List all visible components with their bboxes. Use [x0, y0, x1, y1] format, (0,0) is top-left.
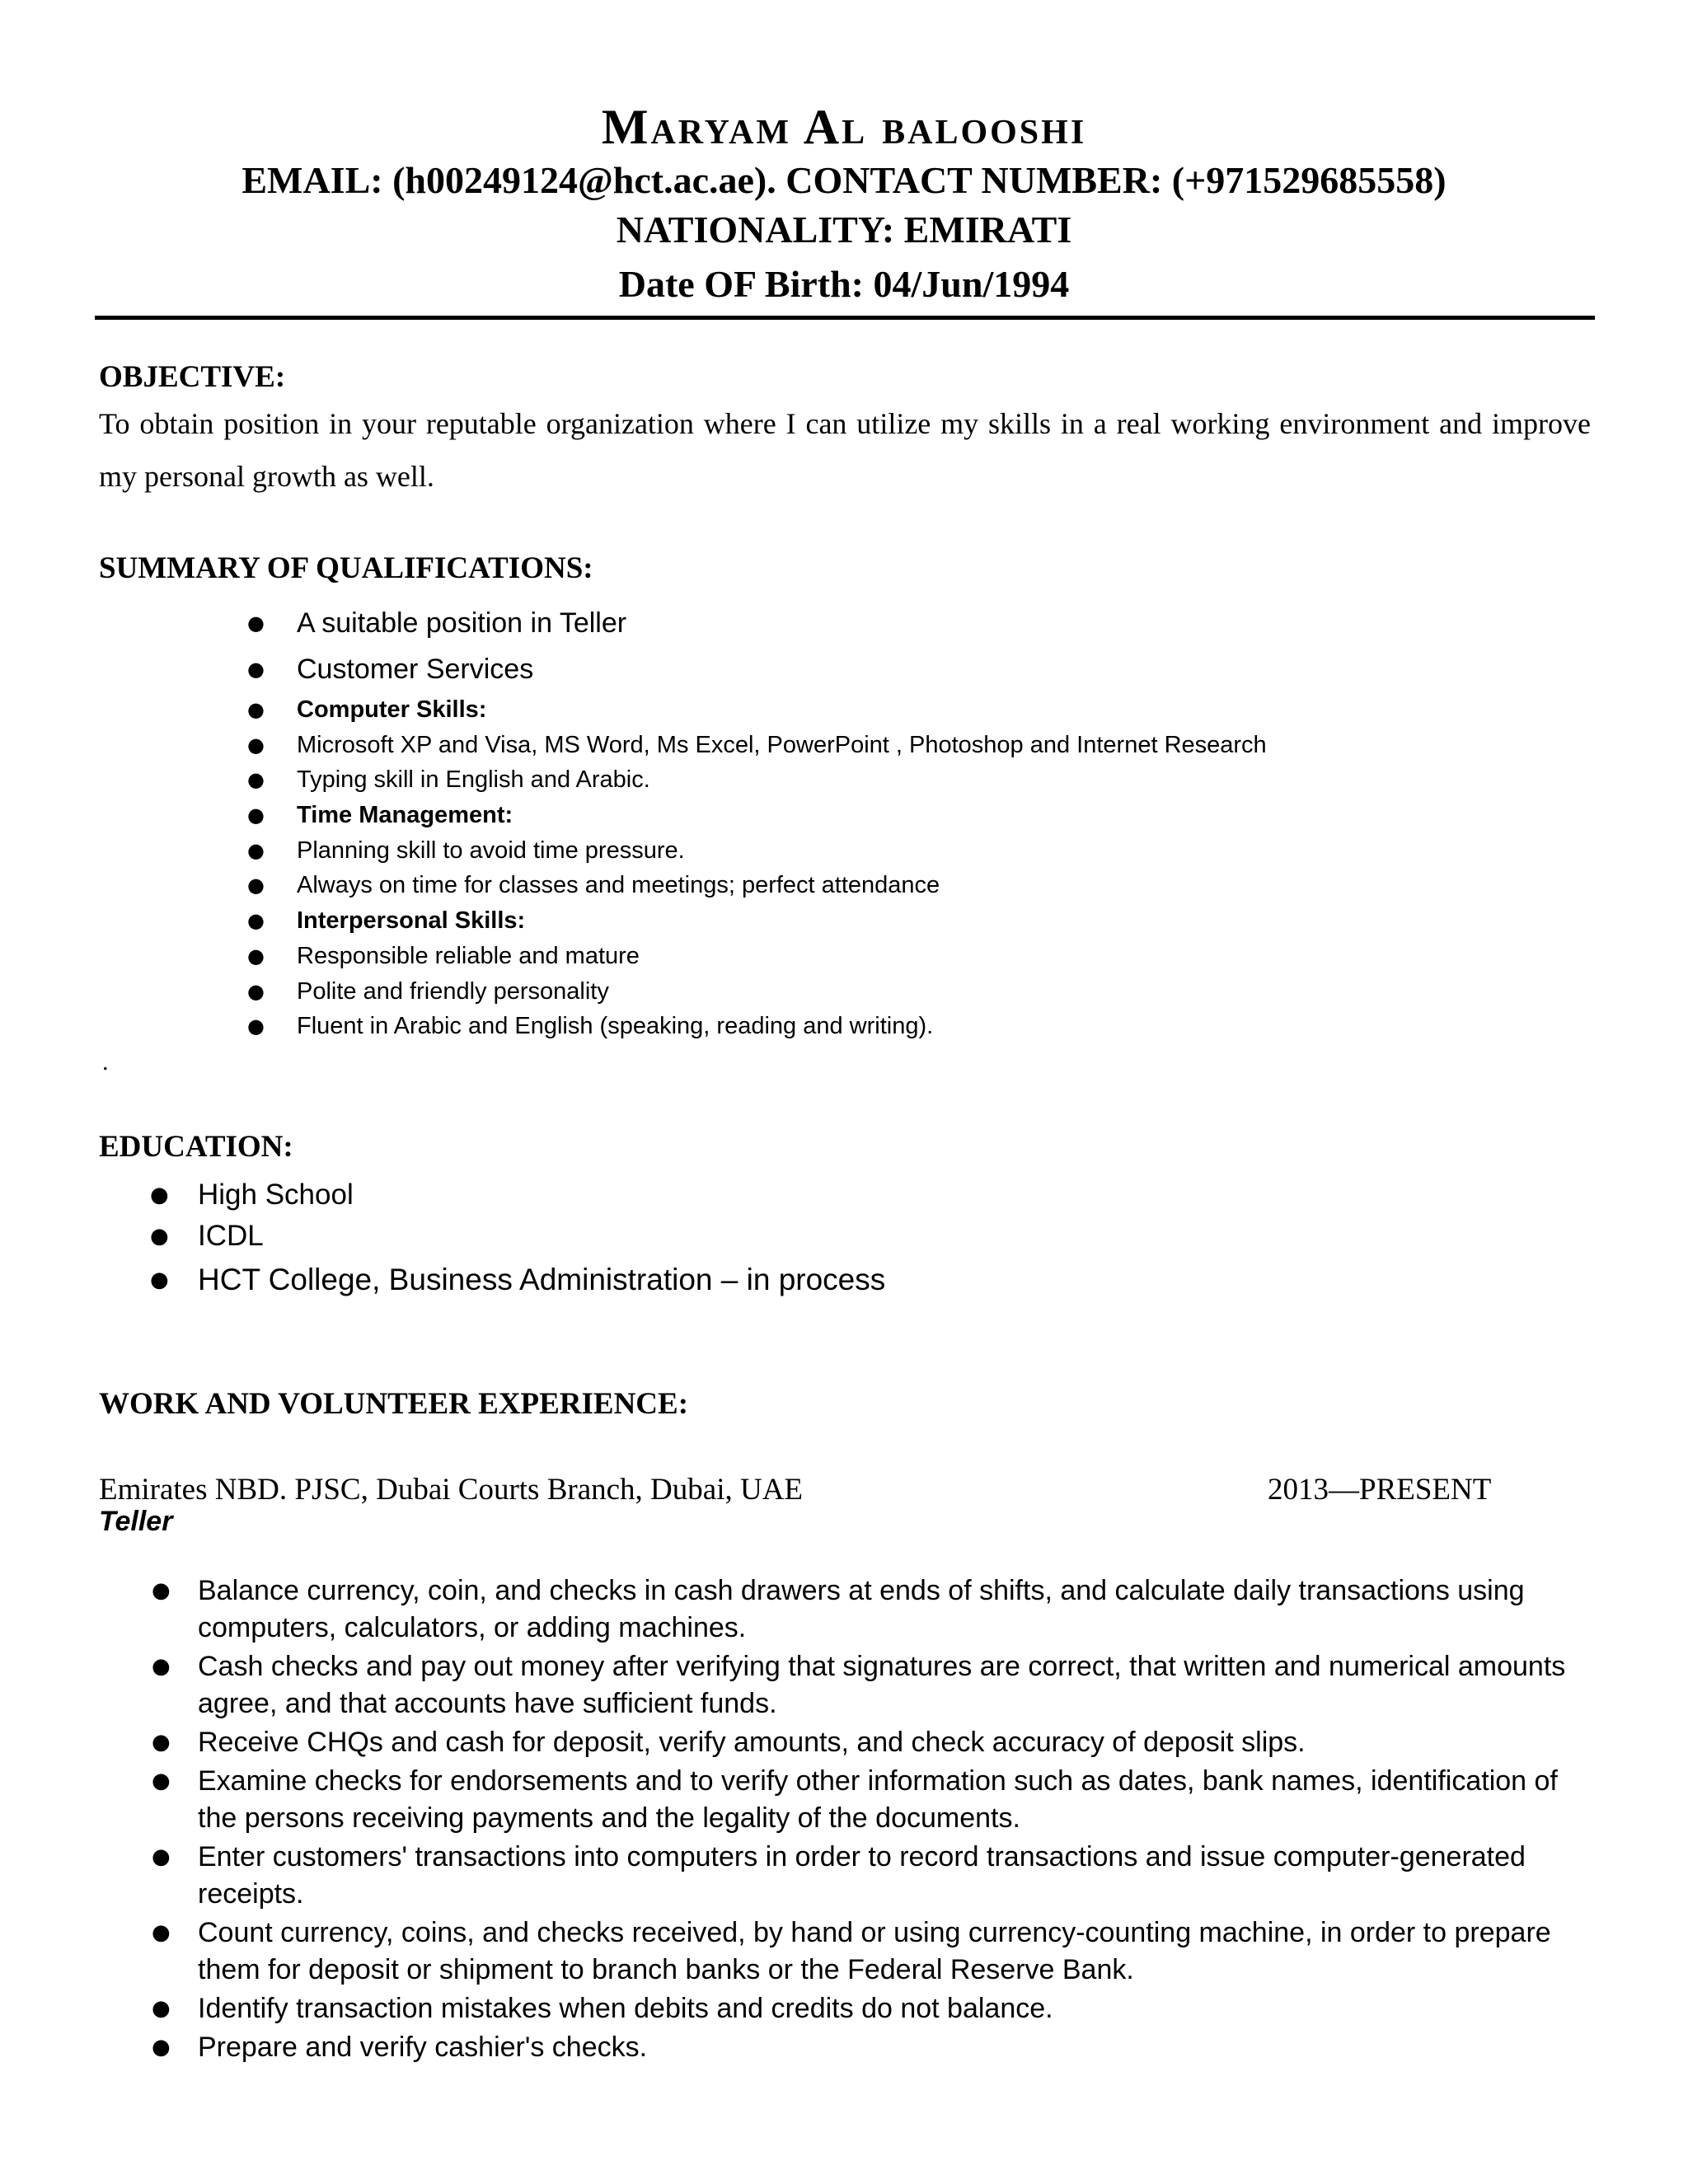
bullet-icon: ● [247, 768, 265, 792]
job-title: Teller [99, 1506, 173, 1537]
list-item: ● Typing skill in English and Arabic. [297, 762, 1267, 798]
list-item: ● Examine checks for endorsements and to verify other information such as dates, bank names, identification of the persons receiving payments and the legality of the documents. [198, 1763, 1591, 1837]
bullet-icon: ● [152, 2035, 171, 2060]
qualifications-list [247, 600, 1267, 1044]
bullet-icon: ● [247, 612, 265, 635]
bullet-icon: ● [247, 698, 265, 721]
header-divider [95, 316, 1595, 320]
list-item: ● Fluent in Arabic and English (speaking, reading and writing). [297, 1009, 1267, 1044]
bullet-icon: ● [150, 1183, 169, 1207]
experience-heading: WORK AND VOLUNTEER EXPERIENCE: [99, 1387, 689, 1421]
list-item: ● Interpersonal Skills: [297, 903, 1267, 939]
bullet-icon: ● [247, 838, 265, 862]
employer-line: Emirates NBD. PJSC, Dubai Courts Branch, Dubai, UAE [99, 1473, 804, 1507]
bullet-icon: ● [247, 944, 265, 968]
education-list [150, 1174, 886, 1303]
bullet-icon: ● [152, 1654, 171, 1679]
applicant-name: Maryam Al balooshi [601, 100, 1087, 154]
nationality-line: NATIONALITY: EMIRATI [616, 209, 1072, 251]
list-item: ● Prepare and verify cashier's checks. [198, 2029, 1591, 2066]
list-item: ● Identify transaction mistakes when debits and credits do not balance. [198, 1990, 1591, 2027]
objective-heading: OBJECTIVE: [99, 360, 286, 394]
bullet-icon: ● [247, 874, 265, 898]
list-item: ● High School [198, 1174, 885, 1216]
bullet-icon: ● [247, 658, 265, 681]
list-item: ● Responsible reliable and mature [297, 939, 1267, 974]
bullet-icon: ● [152, 1730, 171, 1755]
bullet-icon: ● [152, 1578, 171, 1603]
list-item: ● Cash checks and pay out money after verifying that signatures are correct, that written and numerical amounts agree, and that accounts have sufficient funds. [198, 1648, 1591, 1722]
list-item: ● Enter customers' transactions into computers in order to record transactions and issue computer-generated receipts. [198, 1839, 1591, 1913]
qualifications-heading: SUMMARY OF QUALIFICATIONS: [99, 551, 593, 585]
bullet-icon: ● [247, 1015, 265, 1038]
list-item: ● Polite and friendly personality [297, 974, 1267, 1010]
list-item: ● Count currency, coins, and checks received, by hand or using currency-counting machine, in order to prepare them for deposit or shipment to branch banks or the Federal Reserve Bank. [198, 1915, 1591, 1989]
education-heading: EDUCATION: [99, 1130, 293, 1164]
list-item: ● Customer Services [297, 646, 1267, 692]
bullet-icon: ● [150, 1268, 169, 1292]
list-item: ● Planning skill to avoid time pressure. [297, 833, 1267, 869]
bullet-icon: ● [247, 733, 265, 757]
contact-line: EMAIL: (h00249124@hct.ac.ae). CONTACT NUMBER: (+971529685558) [241, 159, 1447, 201]
bullet-icon: ● [247, 979, 265, 1003]
bullet-icon: ● [152, 1920, 171, 1945]
date-of-birth-line: Date OF Birth: 04/Jun/1994 [618, 263, 1070, 305]
bullet-icon: ● [247, 804, 265, 827]
list-item: ● Balance currency, coin, and checks in cash drawers at ends of shifts, and calculate daily transactions using computers, calculators, or adding machines. [198, 1572, 1591, 1647]
employment-period: 2013—PRESENT [1268, 1473, 1492, 1507]
list-item: ● Receive CHQs and cash for deposit, verify amounts, and check accuracy of deposit slips. [198, 1724, 1591, 1761]
list-item: ● Computer Skills: [297, 692, 1267, 728]
list-item: ● Time Management: [297, 798, 1267, 833]
objective-text: To obtain position in your reputable organization where I can utilize my skills in a real working environment and improve my personal growth as well. [99, 407, 1591, 493]
bullet-icon: ● [152, 1769, 171, 1793]
list-item: ● Always on time for classes and meetings; perfect attendance [297, 868, 1267, 903]
list-item: ● HCT College, Business Administration – in process [198, 1257, 885, 1303]
bullet-icon: ● [247, 909, 265, 933]
list-item: ● A suitable position in Teller [297, 600, 1267, 646]
list-item: ● Microsoft XP and Visa, MS Word, Ms Excel, PowerPoint , Photoshop and Internet Research [297, 728, 1267, 763]
stray-period-mark: . [102, 1048, 109, 1076]
list-item: ● ICDL [198, 1216, 885, 1257]
bullet-icon: ● [152, 1844, 171, 1869]
duties-list [152, 1572, 1591, 2068]
bullet-icon: ● [150, 1224, 169, 1249]
bullet-icon: ● [152, 1996, 171, 2021]
